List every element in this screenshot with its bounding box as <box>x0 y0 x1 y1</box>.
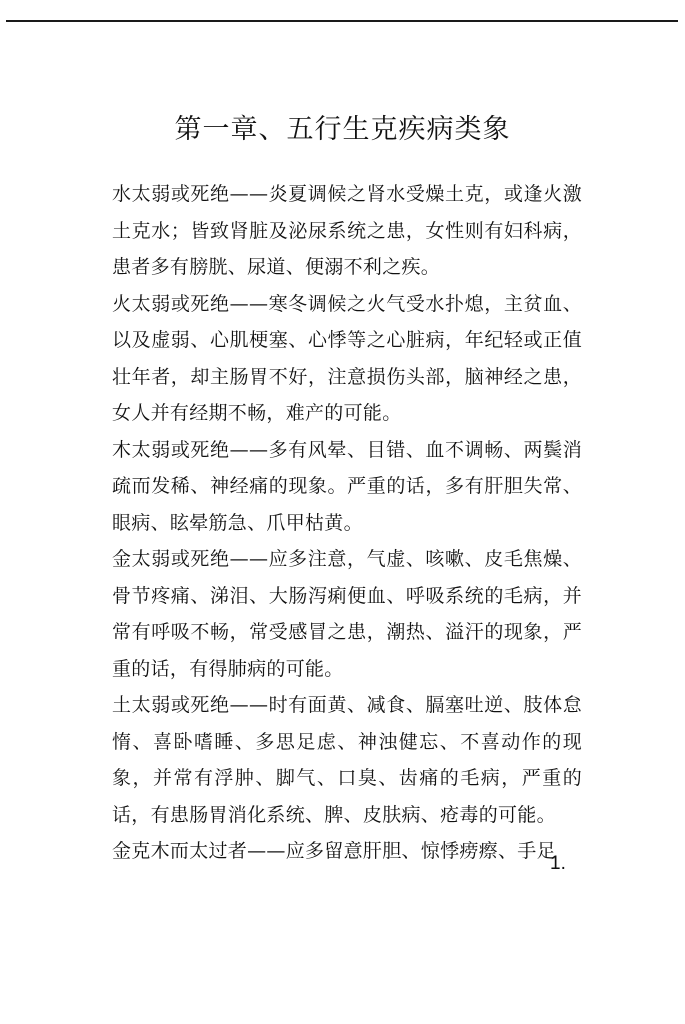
body-text <box>112 176 582 870</box>
header-rule <box>6 20 678 22</box>
paragraph-wood: 木太弱或死绝——多有风晕、目错、血不调畅、两鬓消疏而发稀、神经痛的现象。严重的话，多有肝胆失常、眼病、眩晕筋急、爪甲枯黄。 <box>112 438 582 534</box>
paragraph-metal-over-wood: 金克木而太过者——应多留意肝胆、惊悸痨瘵、手足 <box>112 840 556 862</box>
paragraph-fire: 火太弱或死绝——寒冬调候之火气受水扑熄，主贫血、以及虚弱、心肌梗塞、心悸等之心脏病，年纪轻或正值壮年者，却主肠胃不好，注意损伤头部，脑神经之患，女人并有经期不畅，难产的可能。 <box>112 292 582 424</box>
paragraph-metal: 金太弱或死绝——应多注意，气虚、咳嗽、皮毛焦燥、骨节疼痛、涕泪、大肠泻痢便血、呼吸系统的毛病，并常有呼吸不畅，常受感冒之患，潮热、溢汗的现象，严重的话，有得肺病的可能。 <box>112 548 582 680</box>
paragraph-water: 水太弱或死绝——炎夏调候之肾水受燥土克，或逢火激土克水；皆致肾脏及泌尿系统之患，女性则有妇科病，患者多有膀胱、尿道、便溺不利之疾。 <box>112 183 582 278</box>
page-number: 1. <box>550 853 566 874</box>
chapter-title: 第一章、五行生克疾病类象 <box>174 114 511 145</box>
paragraph-earth: 土太弱或死绝——时有面黄、减食、膈塞吐逆、肢体怠惰、喜卧嗜睡、多思足虑、神浊健忘、不喜动作的现象，并常有浮肿、脚气、口臭、齿痛的毛病，严重的话，有患肠胃消化系统、脾、皮肤病、疮毒的可能。 <box>112 694 582 826</box>
